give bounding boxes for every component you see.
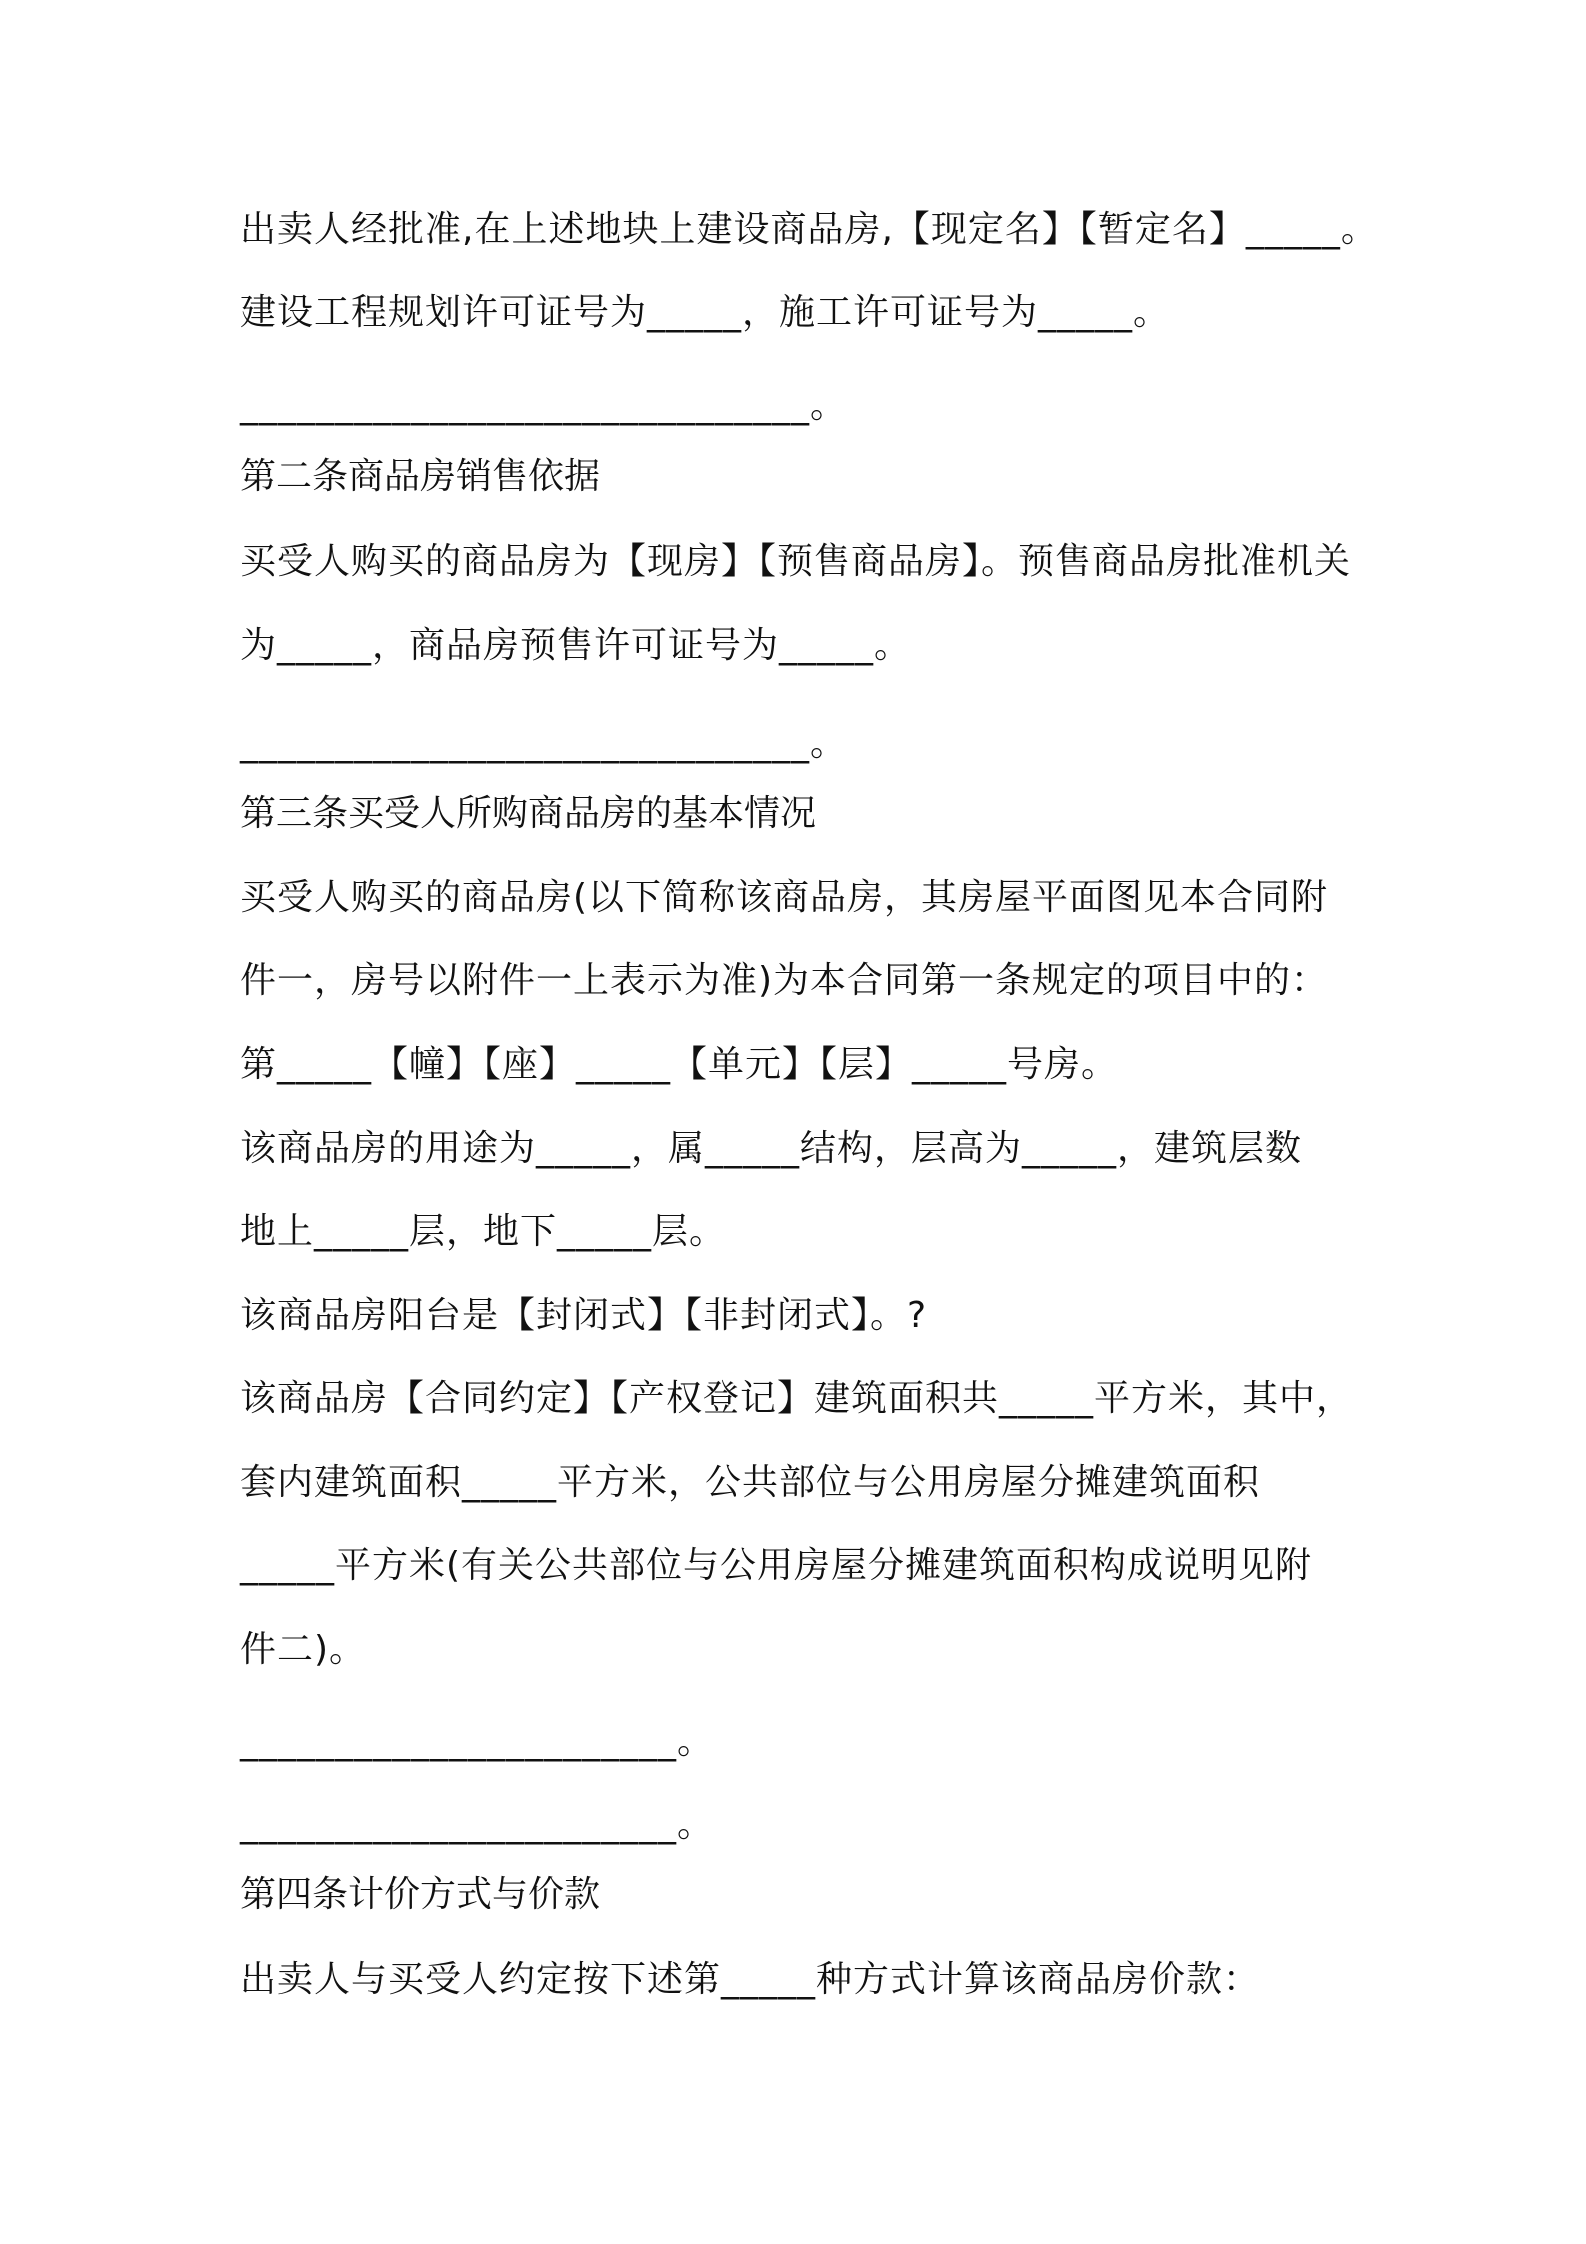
paragraph-line: 买受人购买的商品房(以下简称该商品房，其房屋平面图见本合同附 bbox=[240, 877, 1329, 918]
blank-fill-line: ______________________________。 bbox=[240, 723, 847, 764]
paragraph-line: _____平方米(有关公共部位与公用房屋分摊建筑面积构成说明见附 bbox=[240, 1545, 1313, 1586]
paragraph-line: 第_____【幢】【座】_____【单元】【层】_____号房。 bbox=[240, 1044, 1119, 1085]
paragraph-line: 出卖人经批准,在上述地块上建设商品房,【现定名】【暂定名】_____。 bbox=[240, 209, 1378, 250]
paragraph-line: 该商品房【合同约定】【产权登记】建筑面积共_____平方米，其中， bbox=[240, 1378, 1354, 1419]
blank-fill-line: _______________________。 bbox=[240, 1721, 714, 1762]
paragraph-line: 件二)。 bbox=[240, 1629, 367, 1670]
paragraph-line: 该商品房阳台是【封闭式】【非封闭式】。? bbox=[240, 1295, 928, 1336]
blank-fill-line: _______________________。 bbox=[240, 1804, 714, 1845]
paragraph-line: 为_____，商品房预售许可证号为_____。 bbox=[240, 625, 912, 666]
paragraph-line: 地上_____层，地下_____层。 bbox=[240, 1211, 727, 1252]
paragraph-line: 出卖人与买受人约定按下述第_____种方式计算该商品房价款： bbox=[240, 1959, 1261, 2000]
paragraph-line: 买受人购买的商品房为【现房】【预售商品房】。预售商品房批准机关 bbox=[240, 541, 1352, 582]
paragraph-line: 件一，房号以附件一上表示为准)为本合同第一条规定的项目中的： bbox=[240, 960, 1329, 1001]
paragraph-line: 建设工程规划许可证号为_____，施工许可证号为_____。 bbox=[240, 292, 1171, 333]
blank-fill-line: ______________________________。 bbox=[240, 385, 847, 426]
paragraph-line: 套内建筑面积_____平方米，公共部位与公用房屋分摊建筑面积 bbox=[240, 1462, 1261, 1503]
paragraph-line: 该商品房的用途为_____，属_____结构，层高为_____，建筑层数 bbox=[240, 1128, 1303, 1169]
section-heading-3: 第三条买受人所购商品房的基本情况 bbox=[240, 793, 817, 834]
section-heading-2: 第二条商品房销售依据 bbox=[240, 456, 601, 497]
section-heading-4: 第四条计价方式与价款 bbox=[240, 1874, 601, 1915]
